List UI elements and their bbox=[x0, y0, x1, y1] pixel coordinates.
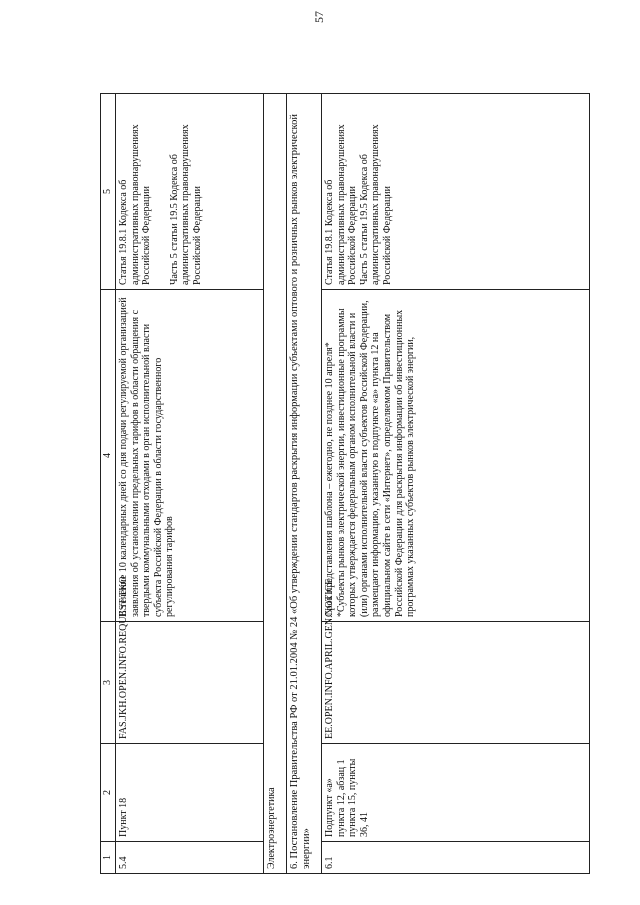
header-row bbox=[101, 94, 116, 874]
header-col-5: 5 bbox=[101, 94, 116, 290]
liability-article: Часть 5 статьи 19.5 Кодекса об административных правонарушениях Российской Федерации bbox=[168, 124, 203, 285]
header-col-4: 4 bbox=[101, 290, 116, 622]
header-col-3: 3 bbox=[101, 622, 116, 744]
table-row-6-1 bbox=[322, 94, 590, 874]
liability-article: Статья 19.8.1 Кодекса об административных правонарушениях Российской Федерации bbox=[118, 124, 153, 285]
disclosure-table bbox=[100, 93, 590, 874]
section-title: Электроэнергетика bbox=[264, 94, 287, 874]
deadline-text: Срок представления шаблона – ежегодно, не позднее 10 апреля* *Субъекты рынков электрической энергии, инвестиционные программы которых утверждается федеральным органом исполнительной власти и (или) органами исполнительной власти субъектов Российской Федерации, размещают информацию, указанную в подпункте «а» пункта 12 на официальном сайте в сети «Интернет», определяемом Правительством Российской Федерации для раскрытия информации об инвестиционных программах указанных субъектов рынков электрической энергии, bbox=[322, 290, 590, 622]
row-number: 5.4 bbox=[116, 842, 264, 874]
law-point: Подпункт «а» пункта 12, абзац 1 пункта 15, пункты 36, 41 bbox=[322, 744, 590, 842]
law-point: Пункт 18 bbox=[116, 744, 264, 842]
rotated-page-content bbox=[100, 94, 590, 874]
template-code: FAS.JKH.OPEN.INFO.REQUEST.TKO bbox=[116, 622, 264, 744]
header-col-2: 2 bbox=[101, 744, 116, 842]
section-row bbox=[264, 94, 287, 874]
table-row-5-4 bbox=[116, 94, 264, 874]
row-number: 6.1 bbox=[322, 842, 590, 874]
page-number: 57 bbox=[312, 11, 326, 23]
liability-article: Статья 19.8.1 Кодекса об административных правонарушениях Российской Федерации bbox=[324, 124, 359, 285]
template-code: EE.OPEN.INFO.APRIL.GEN.NOTICE bbox=[322, 622, 590, 744]
liability-cell bbox=[322, 94, 590, 290]
liability-cell bbox=[116, 94, 264, 290]
law-title-row bbox=[287, 94, 322, 874]
deadline-text: В течение 10 календарных дней со дня подачи регулируемой организацией заявления об установлении предельных тарифов в области обращения с твердыми коммунальными отходами в орган исполнительной власти субъекта Российской Федерации в области государственного регулирования тарифов bbox=[116, 290, 264, 622]
liability-article: Часть 5 статьи 19.5 Кодекса об административных правонарушениях Российской Федерации bbox=[358, 124, 393, 285]
law-title: 6. Постановление Правительства РФ от 21.01.2004 № 24 «Об утверждении стандартов раскрытия информации субъектами оптового и розничных рынков электрической энергии» bbox=[287, 94, 322, 874]
header-col-1: 1 bbox=[101, 842, 116, 874]
